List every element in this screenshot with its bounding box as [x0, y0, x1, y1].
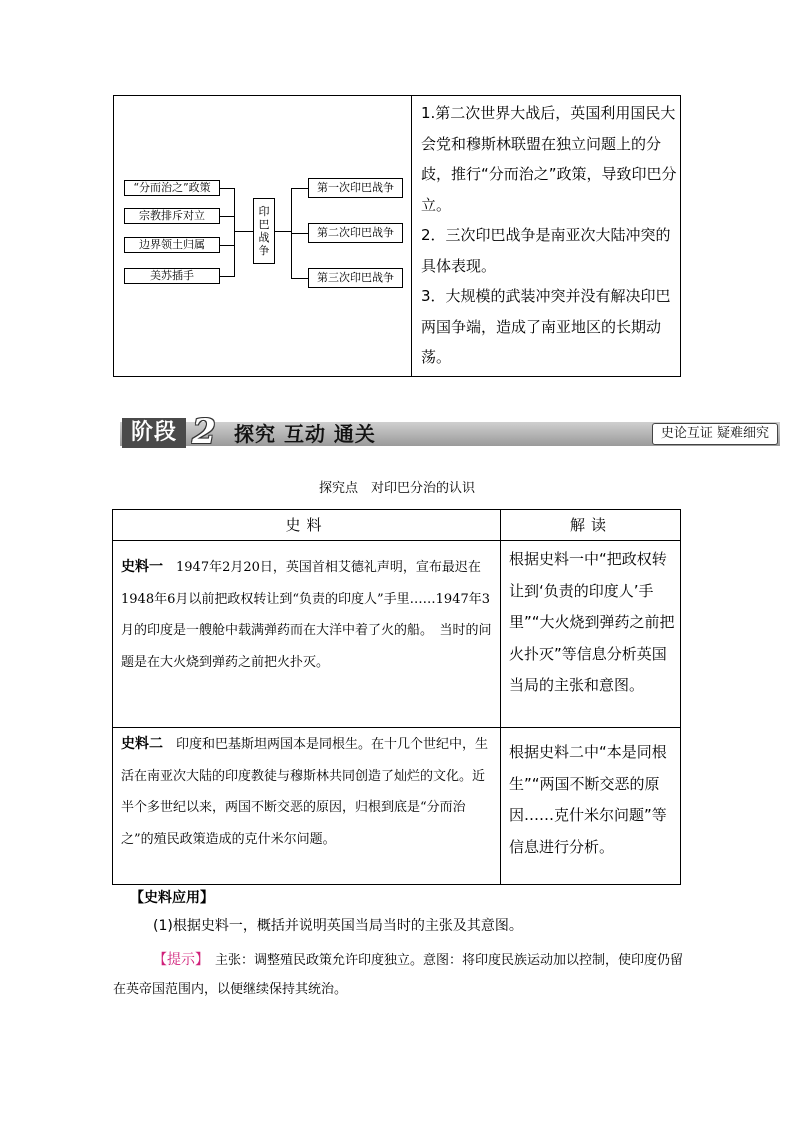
cause-box-divide-rule: “分而治之”政策: [124, 180, 220, 196]
source-label-1: 史料一: [121, 559, 163, 575]
column-divider: [500, 510, 501, 884]
connector-line: [291, 278, 308, 279]
banner-stage-number: 2: [192, 412, 216, 452]
connector-line: [220, 276, 234, 277]
connector-line: [220, 216, 234, 217]
banner-title: 探究 互动 通关: [234, 422, 376, 446]
connector-line: [220, 245, 234, 246]
summary-point-1: 1.第二次世界大战后，英国利用国民大会党和穆斯林联盟在独立问题上的分歧，推行“分而治之”政策，导致印巴分立。: [421, 104, 677, 214]
interpretation-cell-2: 根据史料二中“本是同根生”“两国不断交恶的原因……克什米尔问题”等信息进行分析。: [509, 743, 667, 856]
source-label-2: 史料二: [121, 736, 163, 752]
cause-box-border: 边界领土归属: [124, 237, 220, 253]
question-1: (1)根据史料一，概括并说明英国当局当时的主张及其意图。: [153, 918, 523, 934]
connector-line: [291, 188, 308, 189]
inquiry-heading: 探究点 对印巴分治的认识: [318, 481, 475, 496]
interpretation-cell-1: 根据史料一中“把政权转让到‘负责的印度人’手里”“大火烧到弹药之前把火扑灭”等信息分析英国当局的主张和意图。: [509, 550, 675, 694]
war-box-second: 第二次印巴战争: [308, 223, 403, 243]
source-text-2: 印度和巴基斯坦两国本是同根生。在十几个世纪中，生活在南亚次大陆的印度教徒与穆斯林共同创造了灿烂的文化。近半个多世纪以来，两国不断交恶的原因，归根到底是“分而治之”的殖民政策造成的克什米尔问题。: [121, 737, 489, 847]
source-text-1: 1947年2月20日，英国首相艾德礼声明，宣布最迟在1948年6月以前把政权转让到“负责的印度人”手里……1947年3月的印度是一艘舱中载满弹药而在大洋中着了火的船。 当时的问题是在大火烧到弹药之前把火扑灭。: [121, 560, 492, 670]
cause-box-religion: 宗教排斥对立: [124, 208, 220, 224]
summary-table: [113, 95, 681, 377]
header-interpretation: 解读: [569, 516, 612, 534]
table-divider: [411, 96, 412, 376]
connector-line: [275, 231, 291, 232]
source-cell-2: [121, 729, 493, 855]
header-source: 史料: [285, 516, 328, 534]
hint-text: 主张：调整殖民政策允许印度独立。意图：将印度民族运动加以控制，使印度仍留在英帝国范围内，以便继续保持其统治。: [113, 953, 684, 997]
hint-label: 【提示】: [153, 952, 202, 968]
war-box-third: 第三次印巴战争: [308, 268, 403, 288]
banner-tag: 史论互证 疑难细究: [652, 423, 778, 445]
application-title: 【史料应用】: [130, 890, 214, 906]
center-box-indo-pak-war: [253, 198, 275, 264]
summary-point-2: 2．三次印巴战争是南亚次大陆冲突的具体表现。: [421, 226, 671, 275]
connector-line: [234, 188, 235, 277]
connector-line: [220, 188, 234, 189]
connector-line: [291, 233, 308, 234]
connector-line: [234, 231, 253, 232]
summary-point-3: 3．大规模的武装冲突并没有解决印巴两国争端，造成了南亚地区的长期动荡。: [421, 287, 671, 366]
center-label: 印 巴 战 争: [258, 205, 270, 257]
cause-box-us-ussr: 美苏插手: [124, 268, 220, 284]
header-divider: [113, 540, 680, 541]
hint-paragraph: [113, 946, 683, 1004]
row-divider: [113, 727, 680, 728]
banner-stage-label: 阶段: [122, 418, 186, 448]
stage-banner: [120, 412, 780, 452]
war-box-first: 第一次印巴战争: [308, 178, 403, 198]
source-table: [112, 509, 681, 885]
summary-text: [421, 98, 677, 373]
source-cell-1: [121, 552, 493, 678]
